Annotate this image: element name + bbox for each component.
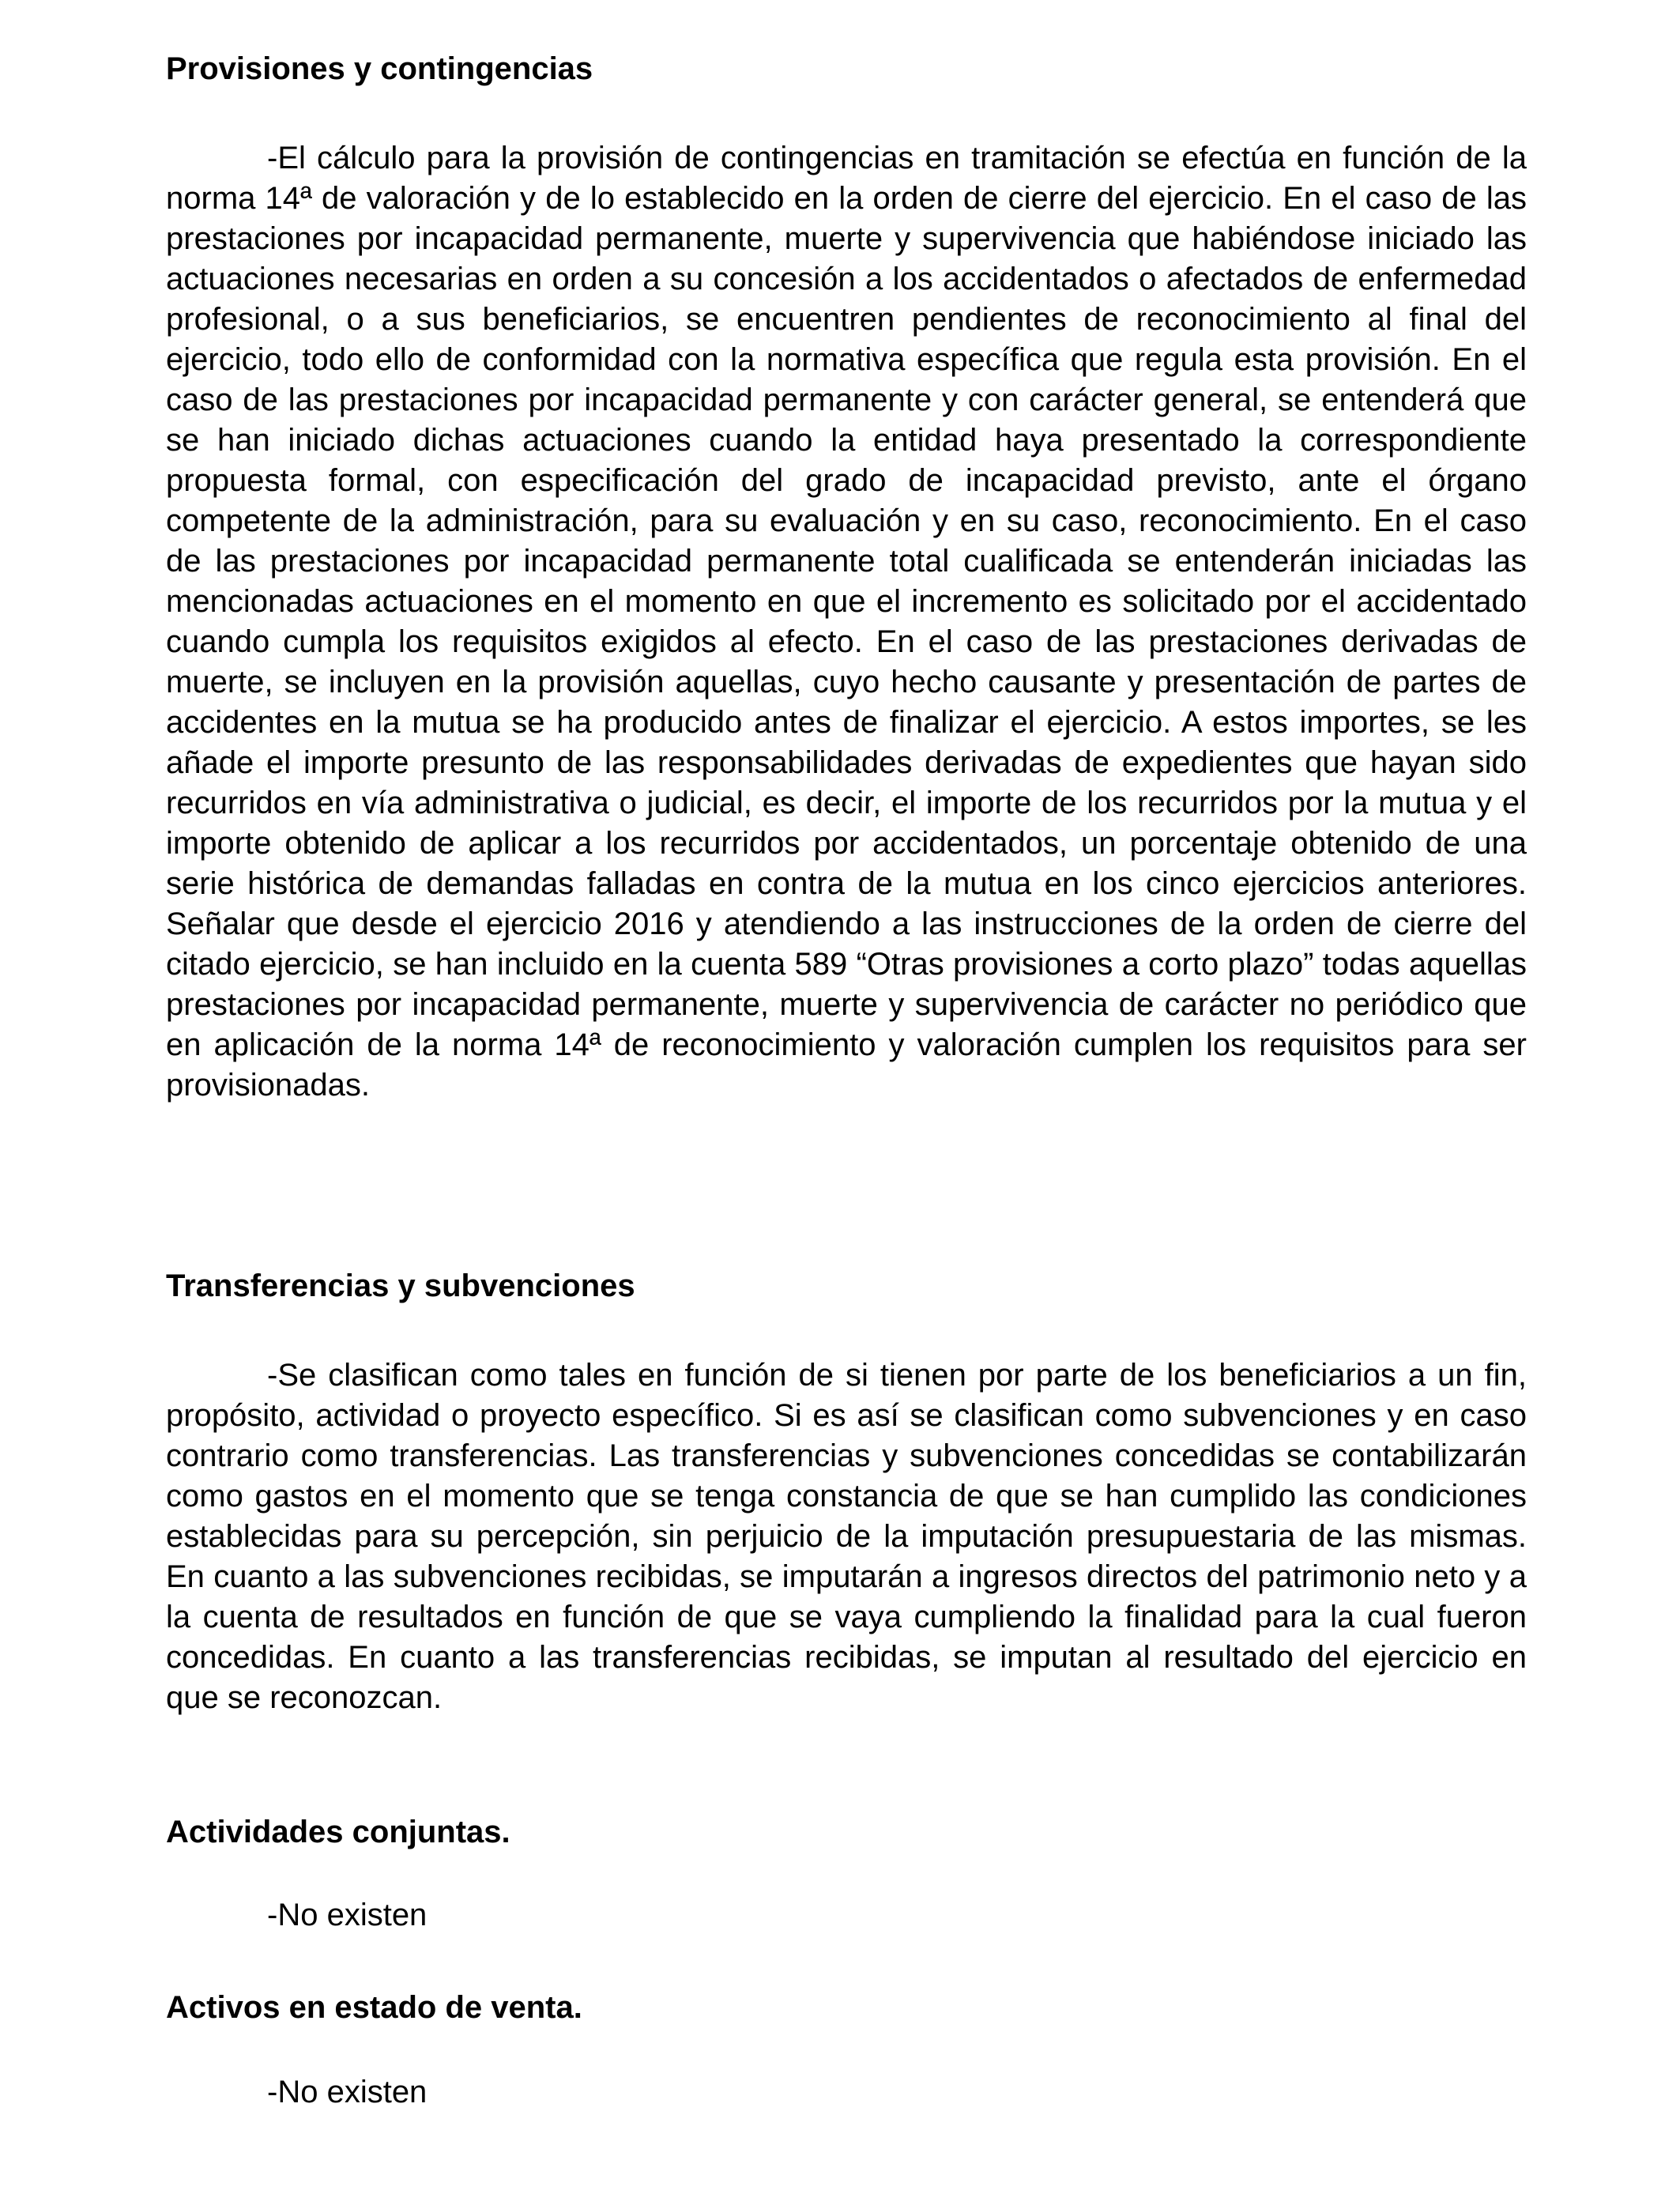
section-body-provisiones: -El cálculo para la provisión de contingencias en tramitación se efectúa en función de la norma 14ª de valoración y de lo establecido en la orden de cierre del ejercicio. En el caso de las prestaciones por incapacidad permanente, muerte y supervivencia que habiéndose iniciado las actuaciones necesarias en orden a su concesión a los accidentados o afectados de enfermedad profesional, o a sus beneficiarios, se encuentren pendientes de reconocimiento al final del ejercicio, todo ello de conformidad con la normativa específica que regula esta provisión. En el caso de las prestaciones por incapacidad permanente y con carácter general, se entenderá que se han iniciado dichas actuaciones cuando la entidad haya presentado la correspondiente propuesta formal, con especificación del grado de incapacidad previsto, ante el órgano competente de la administración, para su evaluación y en su caso, reconocimiento. En el caso de las prestaciones por incapacidad permanente total cualificada se entenderán iniciadas las mencionadas actuaciones en el momento en que el incremento es solicitado por el accidentado cuando cumpla los requisitos exigidos al efecto. En el caso de las prestaciones derivadas de muerte, se incluyen en la provisión aquellas, cuyo hecho causante y presentación de partes de accidentes en la mutua se ha producido antes de finalizar el ejercicio. A estos importes, se les añade el importe presunto de las responsabilidades derivadas de expedientes que hayan sido recurridos en vía administrativa o judicial, es decir, el importe de los recurridos por la mutua y el importe obtenido de aplicar a los recurridos por accidentados, un porcentaje obtenido de una serie histórica de demandas falladas en contra de la mutua en los cinco ejercicios anteriores. Señalar que desde el ejercicio 2016 y atendiendo a las instrucciones de la orden de cierre del citado ejercicio, se han incluido en la cuenta 589 “Otras provisiones a corto plazo” todas aquellas prestaciones por incapacidad permanente, muerte y supervivencia de carácter no periódico que en aplicación de la norma 14ª de reconocimiento y valoración cumplen los requisitos para ser provisionadas. [166,141,1527,1103]
section-body-activos: -No existen [267,2075,428,2109]
section-body-transferencias: -Se clasifican como tales en función de si tienen por parte de los beneficiarios a un fin, propósito, actividad o proyecto específico. Si es así se clasifican como subvenciones y en caso contrario como transferencias. Las transferencias y subvenciones concedidas se contabilizarán como gastos en el momento que se tenga constancia de que se han cumplido las condiciones establecidas para su percepción, sin perjuicio de la imputación presupuestaria de las mismas. En cuanto a las subvenciones recibidas, se imputarán a ingresos directos del patrimonio neto y a la cuenta de resultados en función de que se vaya cumpliendo la finalidad para la cual fueron concedidas. En cuanto a las transferencias recibidas, se imputan al resultado del ejercicio en que se reconozcan. [166,1358,1527,1715]
section-heading-provisiones: Provisiones y contingencias [166,51,593,86]
section-heading-activos: Activos en estado de venta. [166,1990,582,2025]
section-body-actividades: -No existen [267,1898,428,1932]
section-heading-actividades: Actividades conjuntas. [166,1815,510,1849]
section-heading-transferencias: Transferencias y subvenciones [166,1269,635,1303]
document-page [166,0,1527,2194]
